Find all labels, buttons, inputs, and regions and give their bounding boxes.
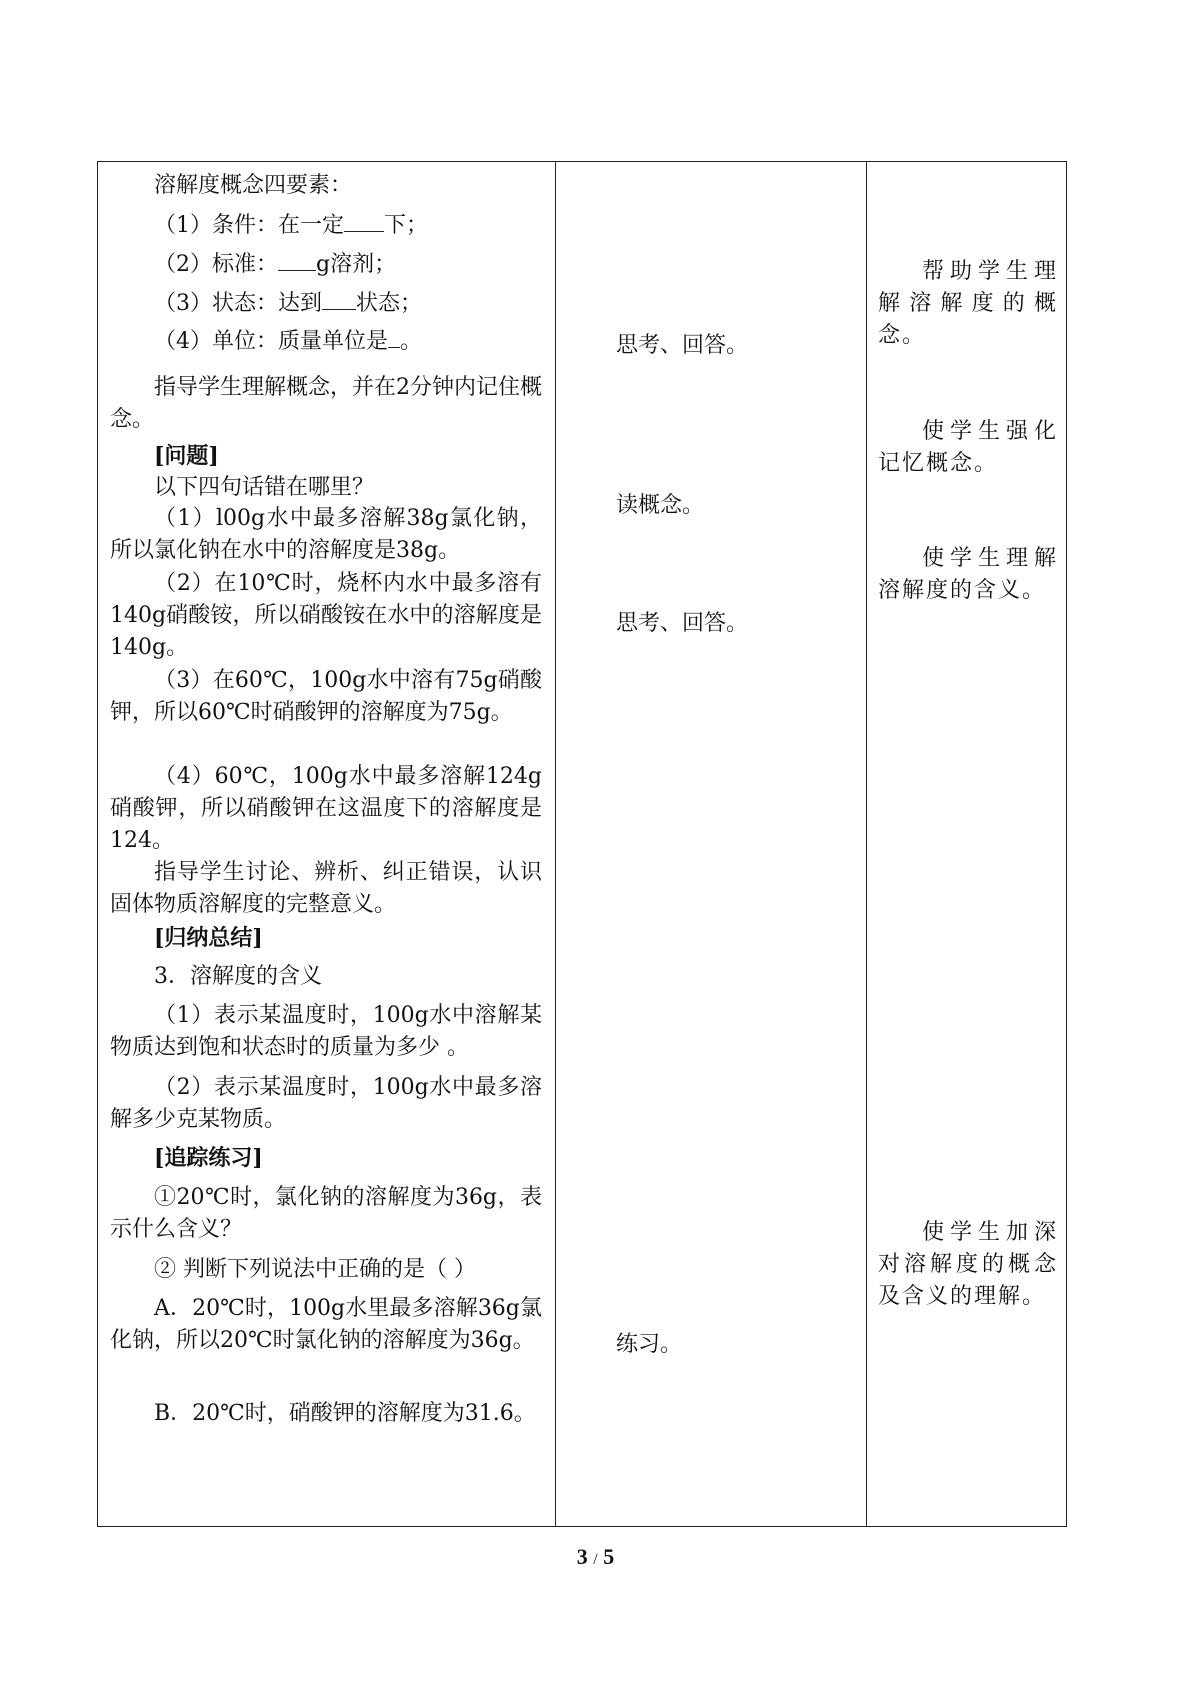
lesson-table — [97, 161, 1067, 1527]
question-4: （4）60℃，100g水中最多溶解124g硝酸钾，所以硝酸钾在这温度下的溶解度是124。 — [110, 764, 542, 853]
question-3: （3）在60℃，100g水中溶有75g硝酸钾，所以60℃时硝酸钾的溶解度为75g。 — [110, 668, 542, 725]
concept-item-4: （4）单位：质量单位是 。 — [110, 325, 422, 358]
exercise-2: ② 判断下列说法中正确的是（ ） — [154, 1257, 476, 1282]
intent-3: 使学生理解溶解度的含义。 — [878, 546, 1058, 603]
exercise-1: ①20℃时，氯化钠的溶解度为36g，表示什么含义？ — [110, 1185, 542, 1242]
question-1: （1）l00g水中最多溶解38g氯化钠，所以氯化钠在水中的溶解度是38g。 — [110, 506, 542, 563]
exercise-option-b: B．20℃时，硝酸钾的溶解度为31.6。 — [154, 1401, 536, 1426]
question-intro: 以下四句话错在哪里？ — [154, 475, 375, 500]
intent-2: 使学生强化记忆概念。 — [878, 419, 1058, 476]
student-response-4: 练习。 — [616, 1332, 683, 1357]
intent-4: 使学生加深对溶解度的概念及含义的理解。 — [878, 1220, 1058, 1309]
concept-item-1: （1）条件：在一定 下； — [110, 209, 428, 242]
intent-1: 帮助学生理解溶解度的概念。 — [878, 259, 1058, 348]
concept-item-2: （2）标准： g溶剂； — [110, 248, 396, 281]
summary-2: （2）表示某温度时，100g水中最多溶解多少克某物质。 — [110, 1075, 542, 1132]
summary-title: 3．溶解度的含义 — [154, 964, 322, 989]
question-heading: [问题] — [154, 443, 219, 469]
exercise-option-a: A．20℃时，100g水里最多溶解36g氯化钠，所以20℃时氯化钠的溶解度为36g。 — [110, 1296, 542, 1353]
teacher-activity-column — [98, 162, 555, 1526]
practice-heading: [追踪练习] — [154, 1145, 263, 1171]
concept-item-3: （3）状态：达到 状态； — [110, 287, 422, 320]
summary-heading: [归纳总结] — [154, 925, 263, 951]
student-activity-column — [555, 162, 867, 1526]
guide-text: 指导学生理解概念，并在2分钟内记住概念。 — [110, 375, 542, 432]
question-2: （2）在10℃时，烧杯内水中最多溶有140g硝酸铵，所以硝酸铵在水中的溶解度是140g。 — [110, 571, 542, 660]
concept-title: 溶解度概念四要素： — [154, 173, 353, 198]
discuss-text: 指导学生讨论、辨析、纠正错误，认识固体物质溶解度的完整意义。 — [110, 860, 542, 917]
student-response-3: 思考、回答。 — [616, 611, 749, 636]
student-response-1: 思考、回答。 — [616, 333, 749, 358]
summary-1: （1）表示某温度时，100g水中溶解某物质达到饱和状态时的质量为多少 。 — [110, 1003, 542, 1060]
page-number: 3 / 5 — [576, 1544, 615, 1569]
student-response-2: 读概念。 — [616, 493, 705, 518]
design-intent-column — [866, 162, 1066, 1526]
